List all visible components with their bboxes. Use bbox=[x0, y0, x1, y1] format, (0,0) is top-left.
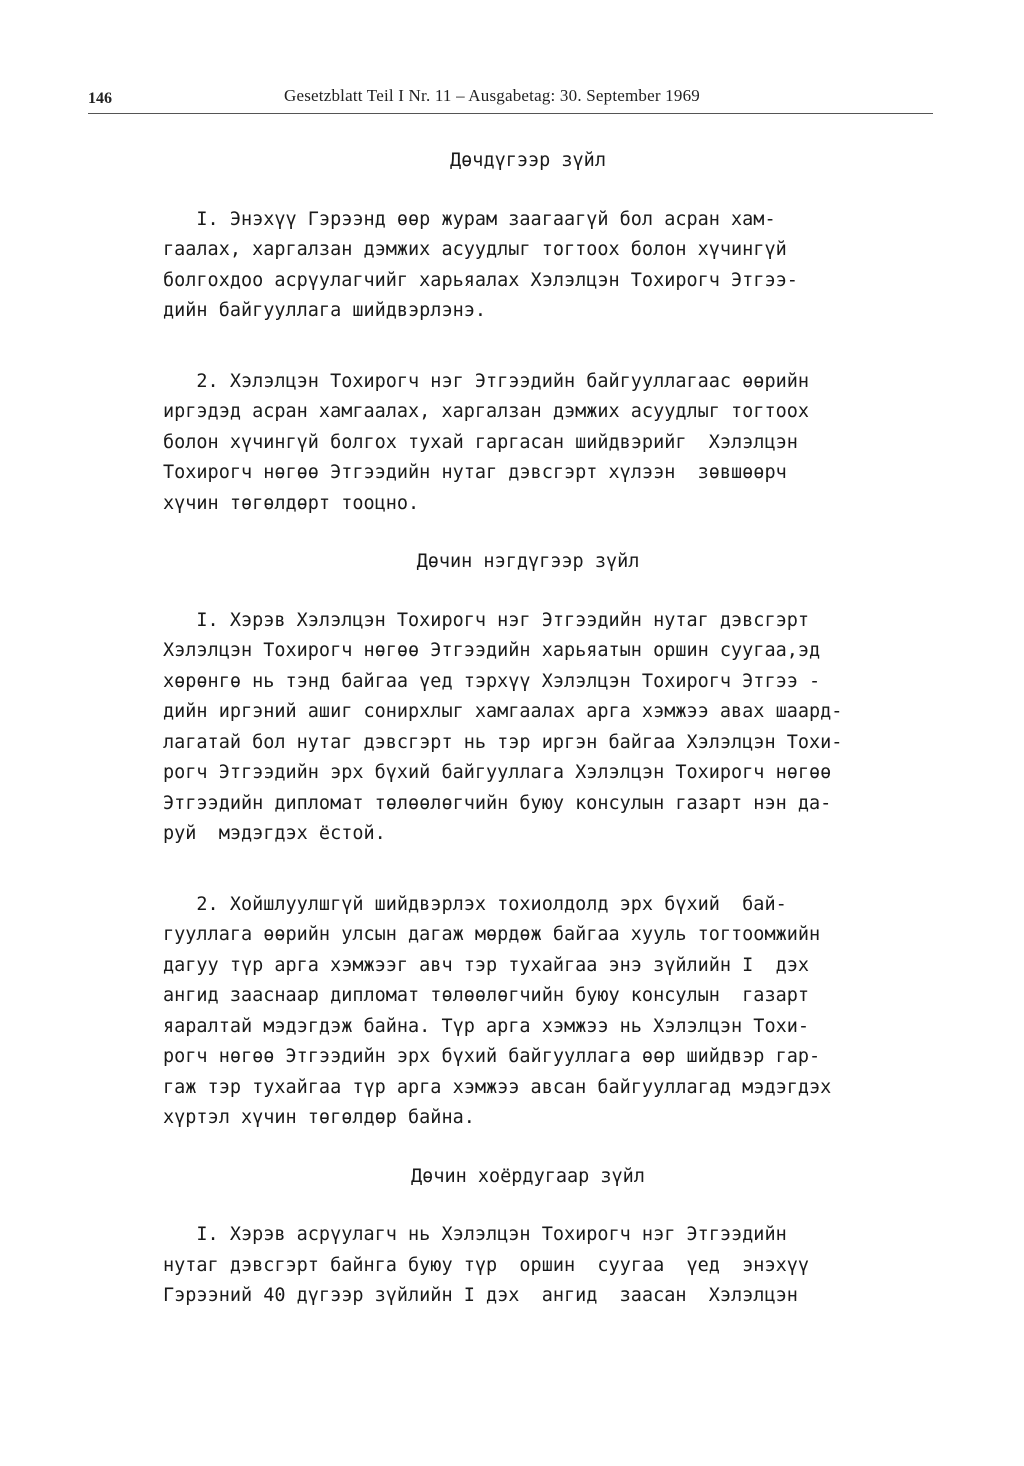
text-line: рогч Этгээдийн эрх бүхий байгууллага Хэлэлцэн Тохирогч нөгөө bbox=[163, 762, 832, 783]
text-line: Хэлэлцэн Тохирогч нөгөө Этгээдийн харьяатын оршин суугаа,эд bbox=[163, 640, 821, 661]
text-line: лагатай бол нутаг дэвсгэрт нь тэр иргэн байгаа Хэлэлцэн Тохи- bbox=[163, 731, 843, 753]
section-heading: Дөчдүгээр зүйл bbox=[450, 150, 606, 171]
section-heading: Дөчин хоёрдугаар зүйл bbox=[411, 1165, 645, 1187]
text-line: I. Хэрэв Хэлэлцэн Тохирогч нэг Этгээдийн нутаг дэвсгэрт bbox=[163, 609, 810, 631]
paragraph bbox=[163, 367, 853, 520]
text-line: ангид зааснаар дипломат төлөөлөгчийн буюу консулын газарт bbox=[163, 985, 810, 1006]
text-line: гаалах, харгалзан дэмжих асуудлыг тогтоох болон хүчингүй bbox=[163, 239, 787, 260]
text-line: яаралтай мэдэгдэж байна. Түр арга хэмжээ нь Хэлэлцэн Тохи- bbox=[163, 1015, 810, 1037]
text-line: дийн байгууллага шийдвэрлэнэ. bbox=[163, 300, 487, 321]
text-line: Гэрээний 40 дүгээр зүйлийн I дэх ангид заасан Хэлэлцэн bbox=[163, 1285, 798, 1306]
text-line: болгохдоо асрүулагчийг харьяалах Хэлэлцэн Тохирогч Этгээ- bbox=[163, 269, 798, 291]
text-line: хүртэл хүчин төгөлдөр байна. bbox=[163, 1107, 475, 1128]
text-line: гаж тэр тухайгаа түр арга хэмжээ авсан байгууллагад мэдэгдэх bbox=[163, 1076, 832, 1098]
document-body bbox=[163, 146, 853, 1312]
text-line: Этгээдийн дипломат төлөөлөгчийн буюу консулын газарт нэн да- bbox=[163, 792, 832, 814]
page-number: 146 bbox=[88, 90, 112, 107]
text-line: гууллага өөрийн улсын дагаж мөрдөж байгаа хууль тогтоомжийн bbox=[163, 924, 821, 945]
text-line: рогч нөгөө Этгээдийн эрх бүхий байгууллага өөр шийдвэр гар- bbox=[163, 1046, 821, 1067]
page-header bbox=[88, 86, 933, 114]
paragraph bbox=[163, 890, 853, 1134]
text-line: 2. Хэлэлцэн Тохирогч нэг Этгээдийн байгууллагаас өөрийн bbox=[163, 370, 810, 392]
text-line: 2. Хойшлуулшгүй шийдвэрлэх тохиолдолд эрх бүхий бай- bbox=[163, 893, 787, 915]
text-line: I. Энэхүү Гэрээнд өөр журам заагаагүй бол асран хам- bbox=[163, 208, 776, 230]
text-line: иргэдэд асран хамгаалах, харгалзан дэмжих асуудлыг тогтоох bbox=[163, 401, 810, 422]
text-line: дагуу түр арга хэмжээг авч тэр тухайгаа энэ зүйлийн I дэх bbox=[163, 954, 810, 976]
text-line: нутаг дэвсгэрт байнга буюу түр оршин суугаа үед энэхүү bbox=[163, 1254, 810, 1276]
paragraph bbox=[163, 606, 853, 850]
text-line: I. Хэрэв асрүулагч нь Хэлэлцэн Тохирогч нэг Этгээдийн bbox=[163, 1224, 787, 1245]
header-rule bbox=[88, 113, 933, 114]
text-line: руй мэдэгдэх ёстой. bbox=[163, 823, 386, 844]
text-line: хүчин төгөлдөрт тооцно. bbox=[163, 492, 420, 514]
section-heading: Дөчин нэгдүгээр зүйл bbox=[416, 551, 640, 572]
text-line: дийн иргэний ашиг сонирхлыг хамгаалах арга хэмжээ авах шаард- bbox=[163, 701, 843, 722]
text-line: хөрөнгө нь тэнд байгаа үед тэрхүү Хэлэлцэн Тохирогч Этгээ - bbox=[163, 670, 821, 692]
text-line: болон хүчингүй болгох тухай гаргасан шийдвэрийг Хэлэлцэн bbox=[163, 431, 798, 453]
header-title: Gesetzblatt Teil I Nr. 11 – Ausgabetag: 30. September 1969 bbox=[284, 86, 700, 105]
paragraph bbox=[163, 205, 853, 327]
paragraph bbox=[163, 1220, 853, 1312]
text-line: Тохирогч нөгөө Этгээдийн нутаг дэвсгэрт хүлээн зөвшөөрч bbox=[163, 462, 787, 483]
